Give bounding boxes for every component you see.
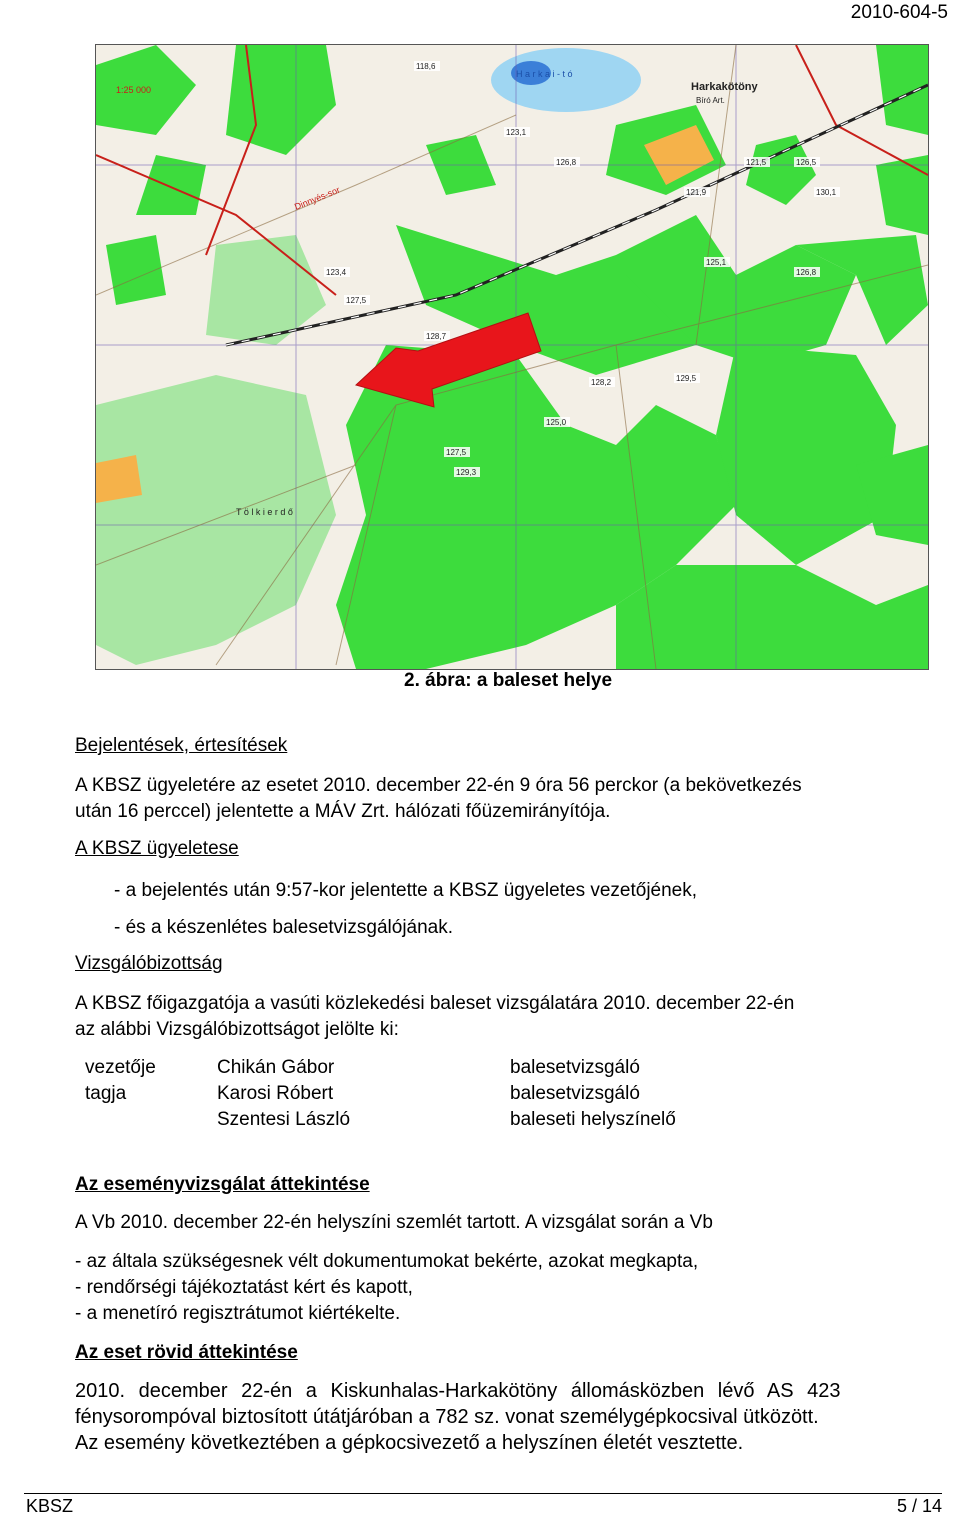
map-forest-label: T ö l k i e r d ő xyxy=(236,507,293,517)
lake xyxy=(491,48,641,112)
height-label: 125,1 xyxy=(706,258,727,267)
member-title: baleseti helyszínelő xyxy=(510,1109,676,1130)
committee-paragraph-line1: A KBSZ főigazgatója a vasúti közlekedési baleset vizsgálatára 2010. december 22-én xyxy=(75,993,795,1014)
height-label: 128,7 xyxy=(426,332,447,341)
member-title: balesetvizsgáló xyxy=(510,1057,640,1078)
height-label: 126,5 xyxy=(796,158,817,167)
footer-divider xyxy=(24,1493,942,1494)
height-label: 127,5 xyxy=(346,296,367,305)
event-summary-line: 2010. december 22-én a Kiskunhalas-Harkakötöny állomásközben lévő AS 423 xyxy=(75,1380,841,1402)
document-id: 2010-604-5 xyxy=(850,2,948,23)
member-role: tagja xyxy=(85,1083,127,1104)
location-map xyxy=(95,44,929,670)
duty-officer-item: - és a készenlétes balesetvizsgálójának. xyxy=(114,917,454,938)
heading-notifications: Bejelentések, értesítések xyxy=(75,735,288,756)
height-label: 130,1 xyxy=(816,188,837,197)
member-name: Chikán Gábor xyxy=(217,1057,335,1078)
investigation-item: - rendőrségi tájékoztatást kért és kapott, xyxy=(75,1277,413,1298)
event-summary-line: Az esemény következtében a gépkocsivezető a helyszínen életét vesztette. xyxy=(75,1432,744,1454)
height-label: 121,5 xyxy=(746,158,767,167)
investigation-item: - a menetíró regisztrátumot kiértékelte. xyxy=(75,1303,401,1324)
member-name: Szentesi László xyxy=(217,1109,351,1130)
height-label: 129,5 xyxy=(676,374,697,383)
map-road-label: Dinnyés-sor xyxy=(293,184,342,212)
member-role: vezetője xyxy=(85,1057,156,1078)
heading-duty-officer: A KBSZ ügyeletese xyxy=(75,838,239,859)
height-label: 121,9 xyxy=(686,188,707,197)
notifications-paragraph-line2: után 16 perccel) jelentette a MÁV Zrt. hálózati főüzemirányítója. xyxy=(75,801,611,822)
heading-investigation-overview: Az eseményvizsgálat áttekintése xyxy=(75,1174,370,1195)
height-label: 127,5 xyxy=(446,448,467,457)
height-label: 123,4 xyxy=(326,268,347,277)
duty-officer-item: - a bejelentés után 9:57-kor jelentette a KBSZ ügyeletes vezetőjének, xyxy=(114,880,698,901)
investigation-intro: A Vb 2010. december 22-én helyszíni szemlét tartott. A vizsgálat során a Vb xyxy=(75,1212,713,1233)
height-label: 126,8 xyxy=(556,158,577,167)
map-lake-label: H a r k a i - t ó xyxy=(516,69,573,79)
member-title: balesetvizsgáló xyxy=(510,1083,640,1104)
map-town-label: Harkakötöny xyxy=(691,81,758,93)
member-name: Karosi Róbert xyxy=(217,1083,334,1104)
height-label: 123,1 xyxy=(506,128,527,137)
footer-org: KBSZ xyxy=(26,1496,74,1516)
heading-event-summary: Az eset rövid áttekintése xyxy=(75,1342,298,1363)
height-label: 125,0 xyxy=(546,418,567,427)
height-label: 129,3 xyxy=(456,468,477,477)
height-label: 118,6 xyxy=(416,62,436,71)
height-label: 128,2 xyxy=(591,378,612,387)
page-number: 5 / 14 xyxy=(896,1496,942,1516)
height-label: 126,8 xyxy=(796,268,817,277)
map-town-sub-label: Bíró Art. xyxy=(696,96,725,105)
heading-committee: Vizsgálóbizottság xyxy=(75,953,223,974)
figure-caption: 2. ábra: a baleset helye xyxy=(404,670,613,691)
map-scale-label: 1:25 000 xyxy=(116,85,152,95)
committee-paragraph-line2: az alábbi Vizsgálóbizottságot jelölte ki: xyxy=(75,1019,399,1040)
investigation-item: - az általa szükségesnek vélt dokumentumokat bekérte, azokat megkapta, xyxy=(75,1251,699,1272)
notifications-paragraph-line1: A KBSZ ügyeletére az esetet 2010. december 22-én 9 óra 56 perckor (a bekövetkezés xyxy=(75,775,802,796)
event-summary-line: fénysorompóval biztosított útátjáróban a 782 sz. vonat személygépkocsival ütközött. xyxy=(75,1406,819,1428)
